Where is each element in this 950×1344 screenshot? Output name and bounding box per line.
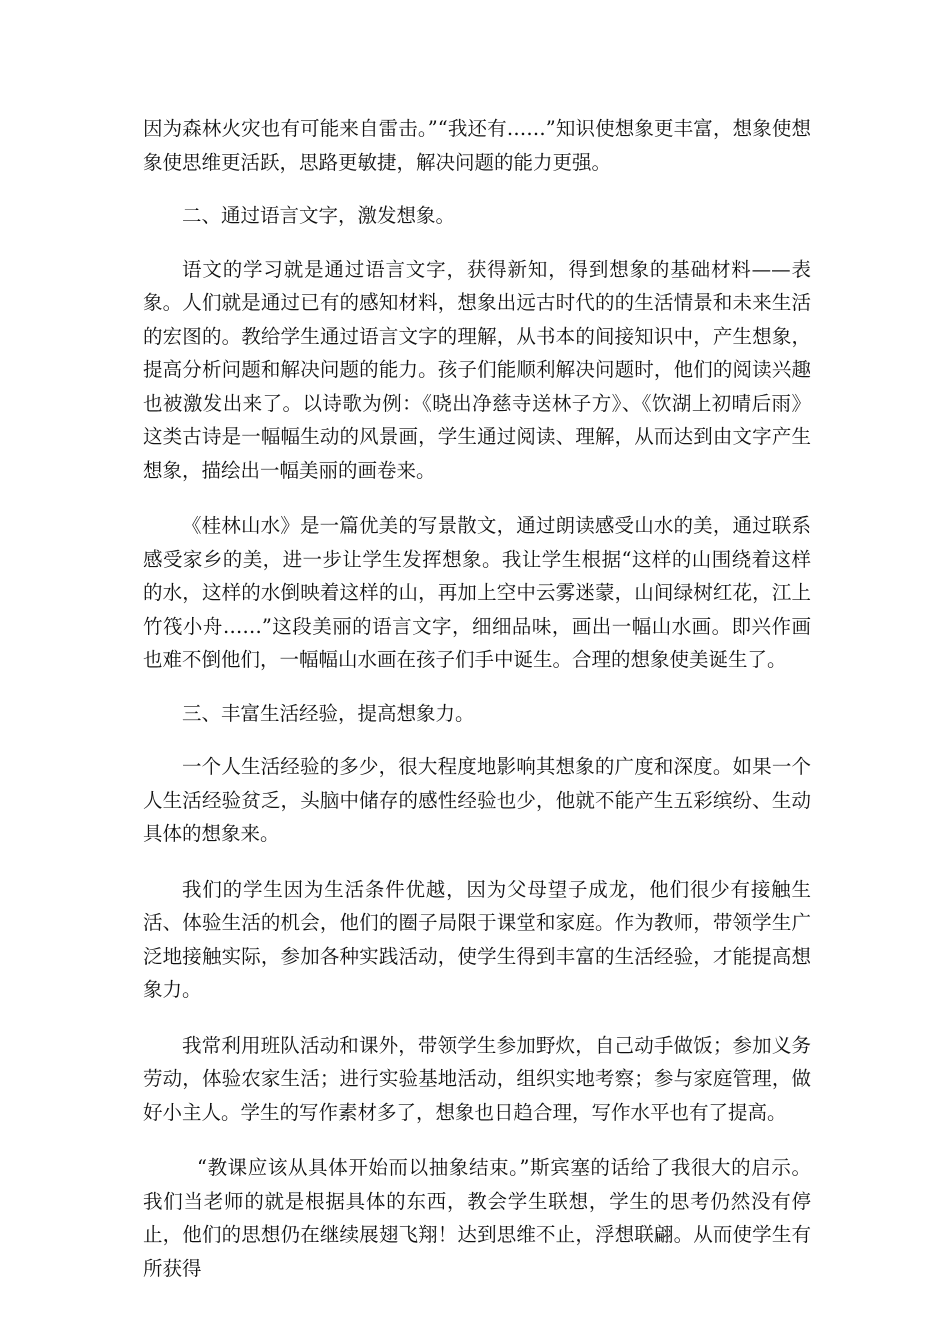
paragraph-guilin-landscape: 《桂林山水》是一篇优美的写景散文，通过朗读感受山水的美，通过联系感受家乡的美，进一步让学生发挥想象。我让学生根据“这样的山围绕着这样的水，这样的水倒映着这样的山，再加上空中云雾迷蒙，山间绿树红花，江上竹筏小舟……”这段美丽的语言文字，细细品味，画出一幅山水画。即兴作画也难不倒他们，一幅幅山水画在孩子们手中诞生。合理的想象使美诞生了。	[143, 514, 811, 671]
paragraph-class-activities: 我常利用班队活动和课外，带领学生参加野炊，自己动手做饭；参加义务劳动，体验农家生活；进行实验基地活动，组织实地考察；参与家庭管理，做好小主人。学生的写作素材多了，想象也日趋合理，写作水平也有了提高。	[143, 1033, 811, 1124]
section-heading-three: 三、丰富生活经验，提高想象力。	[182, 701, 475, 725]
paragraph-life-experience: 一个人生活经验的多少，很大程度地影响其想象的广度和深度。如果一个人生活经验贫乏，头脑中储存的感性经验也少，他就不能产生五彩缤纷、生动具体的想象来。	[143, 755, 811, 845]
document-page	[143, 112, 811, 1285]
paragraph-students-conditions: 我们的学生因为生活条件优越，因为父母望子成龙，他们很少有接触生活、体验生活的机会，他们的圈子局限于课堂和家庭。作为教师，带领学生广泛地接触实际，参加各种实践活动，使学生得到丰富的生活经验，才能提高想象力。	[143, 877, 811, 1001]
paragraph-spencer-quote: “教课应该从具体开始而以抽象结束。”斯宾塞的话给了我很大的启示。我们当老师的就是根据具体的东西，教会学生联想，学生的思考仍然没有停止，他们的思想仍在继续展翅飞翔！达到思维不止，浮想联翩。从而使学生有所获得	[143, 1156, 811, 1280]
paragraph-continuation: 因为森林火灾也有可能来自雷击。”“我还有……”知识使想象更丰富，想象使想象使思维更活跃，思路更敏捷，解决问题的能力更强。	[143, 117, 811, 174]
section-heading-two: 二、通过语言文字，激发想象。	[182, 204, 456, 227]
paragraph-language-imagination: 语文的学习就是通过语言文字，获得新知，得到想象的基础材料——表象。人们就是通过已有的感知材料，想象出远古时代的的生活情景和未来生活的宏图的。教给学生通过语言文字的理解，从书本的间接知识中，产生想象，提高分析问题和解决问题的能力。孩子们能顺利解决问题时，他们的阅读兴趣也被激发出来了。以诗歌为例：《晓出净慈寺送林子方》、《饮湖上初晴后雨》这类古诗是一幅幅生动的风景画，学生通过阅读、理解，从而达到由文字产生想象，描绘出一幅美丽的画卷来。	[143, 257, 811, 482]
